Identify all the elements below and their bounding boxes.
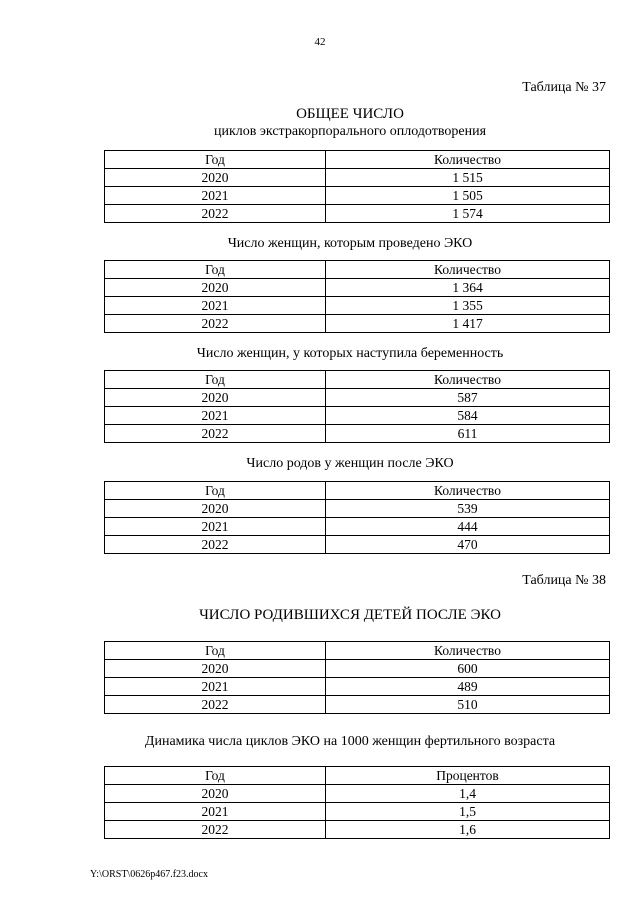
table-37-label: Таблица № 37 <box>522 80 606 95</box>
year-header: Год <box>105 371 326 389</box>
value-cell: 611 <box>326 425 610 443</box>
table-header-row <box>105 767 610 785</box>
table-row <box>105 205 610 223</box>
table-37-subtitle: циклов экстракорпорального оплодотворения <box>213 124 487 139</box>
year-cell: 2022 <box>105 205 326 223</box>
value-cell: 539 <box>326 500 610 518</box>
table-row <box>105 297 610 315</box>
count-header: Количество <box>326 482 610 500</box>
table-row <box>105 696 610 714</box>
year-header: Год <box>105 151 326 169</box>
year-cell: 2020 <box>105 279 326 297</box>
count-header: Количество <box>326 261 610 279</box>
table-header-row <box>105 371 610 389</box>
value-cell: 1 574 <box>326 205 610 223</box>
year-header: Год <box>105 767 326 785</box>
pregnancy-title: Число женщин, у которых наступила беременность <box>196 346 504 361</box>
year-cell: 2020 <box>105 169 326 187</box>
value-cell: 470 <box>326 536 610 554</box>
year-cell: 2020 <box>105 389 326 407</box>
year-cell: 2022 <box>105 425 326 443</box>
year-cell: 2021 <box>105 518 326 536</box>
value-cell: 1 355 <box>326 297 610 315</box>
ivf-cycles-table <box>104 150 610 223</box>
births-table <box>104 481 610 554</box>
table-row <box>105 678 610 696</box>
value-cell: 1,6 <box>326 821 610 839</box>
women-ivf-title: Число женщин, которым проведено ЭКО <box>227 236 473 251</box>
table-row <box>105 660 610 678</box>
year-cell: 2021 <box>105 297 326 315</box>
table-row <box>105 169 610 187</box>
children-born-table <box>104 641 610 714</box>
value-cell: 1,5 <box>326 803 610 821</box>
births-title: Число родов у женщин после ЭКО <box>246 456 454 471</box>
year-cell: 2022 <box>105 821 326 839</box>
page-number: 42 <box>314 36 326 48</box>
year-cell: 2021 <box>105 678 326 696</box>
table-row <box>105 389 610 407</box>
year-cell: 2022 <box>105 696 326 714</box>
value-cell: 444 <box>326 518 610 536</box>
women-ivf-table <box>104 260 610 333</box>
table-header-row <box>105 642 610 660</box>
year-header: Год <box>105 642 326 660</box>
table-row <box>105 821 610 839</box>
table-row <box>105 500 610 518</box>
year-cell: 2020 <box>105 500 326 518</box>
table-row <box>105 785 610 803</box>
value-cell: 600 <box>326 660 610 678</box>
percent-header: Процентов <box>326 767 610 785</box>
value-cell: 1 417 <box>326 315 610 333</box>
file-path-footer: Y:\ORST\0626p467.f23.docx <box>90 869 208 880</box>
year-cell: 2020 <box>105 785 326 803</box>
year-cell: 2020 <box>105 660 326 678</box>
year-cell: 2022 <box>105 315 326 333</box>
value-cell: 510 <box>326 696 610 714</box>
table-row <box>105 187 610 205</box>
year-cell: 2021 <box>105 803 326 821</box>
table-37-title: ОБЩЕЕ ЧИСЛО <box>296 106 404 122</box>
table-row <box>105 407 610 425</box>
children-born-title: ЧИСЛО РОДИВШИХСЯ ДЕТЕЙ ПОСЛЕ ЭКО <box>199 607 501 623</box>
count-header: Количество <box>326 371 610 389</box>
pregnancy-table <box>104 370 610 443</box>
dynamics-table <box>104 766 610 839</box>
table-row <box>105 536 610 554</box>
value-cell: 489 <box>326 678 610 696</box>
count-header: Количество <box>326 151 610 169</box>
table-38-label: Таблица № 38 <box>522 573 606 588</box>
value-cell: 587 <box>326 389 610 407</box>
table-row <box>105 315 610 333</box>
table-row <box>105 518 610 536</box>
table-row <box>105 803 610 821</box>
value-cell: 584 <box>326 407 610 425</box>
year-header: Год <box>105 482 326 500</box>
table-row <box>105 279 610 297</box>
table-header-row <box>105 482 610 500</box>
year-cell: 2022 <box>105 536 326 554</box>
value-cell: 1 364 <box>326 279 610 297</box>
year-cell: 2021 <box>105 187 326 205</box>
year-header: Год <box>105 261 326 279</box>
dynamics-title: Динамика числа циклов ЭКО на 1000 женщин фертильного возраста <box>144 734 556 749</box>
table-header-row <box>105 261 610 279</box>
count-header: Количество <box>326 642 610 660</box>
year-cell: 2021 <box>105 407 326 425</box>
table-row <box>105 425 610 443</box>
value-cell: 1 505 <box>326 187 610 205</box>
value-cell: 1 515 <box>326 169 610 187</box>
table-header-row <box>105 151 610 169</box>
value-cell: 1,4 <box>326 785 610 803</box>
